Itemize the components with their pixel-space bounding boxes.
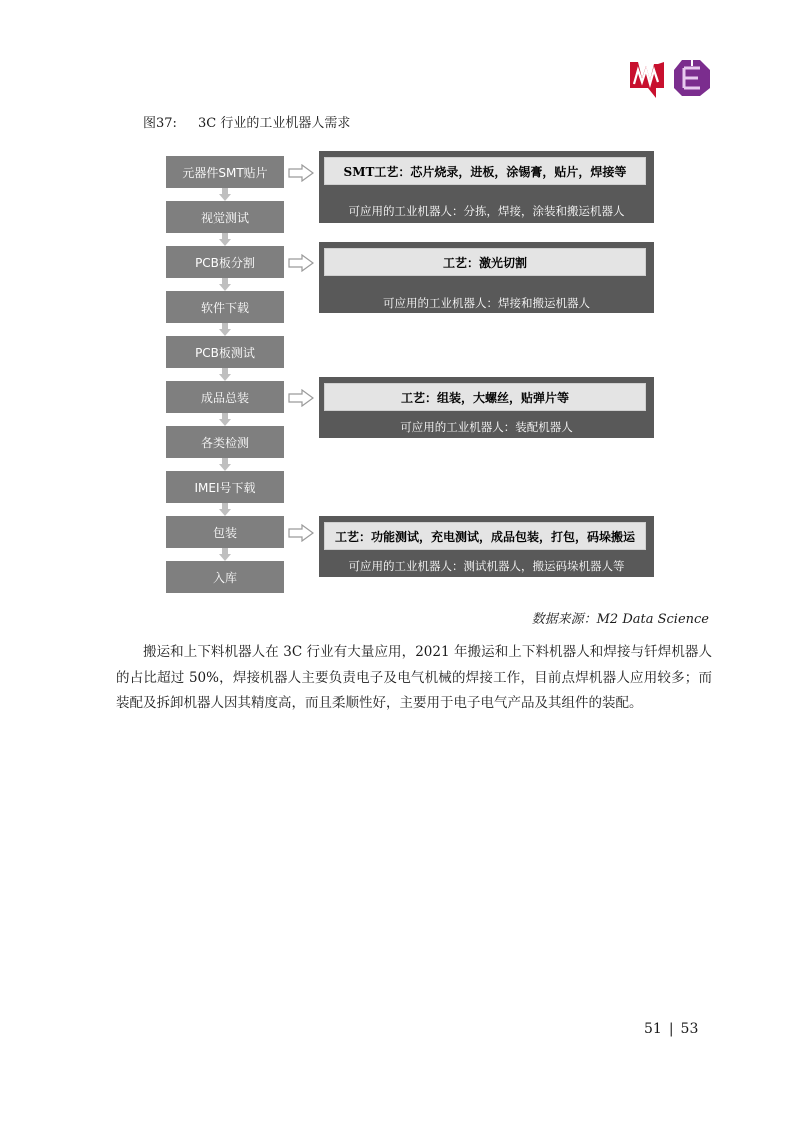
robots-label: 可应用的工业机器人：分拣，焊接，涂装和搬运机器人 [348,204,625,218]
step-pcb-split: PCB板分割 [166,246,284,278]
down-arrow-icon [218,188,232,201]
process-panel-assembly [319,377,654,438]
body-paragraph: 搬运和上下料机器人在 3C 行业有大量应用，2021 年搬运和上下料机器人和焊接与钎焊机器人的占比超过 50%，焊接机器人主要负责电子及电气机械的焊接工作，目前点焊机器人应用较多；而装配及拆卸机器人因其精度高，而且柔顺性好，主要用于电子电气产品及其组件的装配。 [116,644,712,711]
page-number: 51 | 53 [644,1021,699,1037]
step-pcb-test: PCB板测试 [166,336,284,368]
right-arrow-icon [288,254,314,272]
process-panel-packaging [319,516,654,577]
process-panel-smt [319,151,654,223]
craft-label: 工艺：功能测试，充电测试，成品包装，打包，码垛搬运 [324,522,646,550]
step-packaging: 包装 [166,516,284,548]
down-arrow-icon [218,323,232,336]
down-arrow-icon [218,413,232,426]
step-software-download: 软件下载 [166,291,284,323]
robots-label: 可应用的工业机器人：装配机器人 [400,420,573,434]
craft-label: 工艺：组装，大螺丝，贴弹片等 [324,383,646,411]
down-arrow-icon [218,503,232,516]
down-arrow-icon [218,368,232,381]
right-arrow-icon [288,524,314,542]
step-visual-test: 视觉测试 [166,201,284,233]
down-arrow-icon [218,458,232,471]
page-current: 51 [644,1021,662,1037]
step-smt: 元器件SMT贴片 [166,156,284,188]
figure-number: 图37: [143,116,177,131]
step-inspections: 各类检测 [166,426,284,458]
page-total: 53 [680,1021,699,1037]
down-arrow-icon [218,548,232,561]
right-arrow-icon [288,389,314,407]
figure-title: 3C 行业的工业机器人需求 [198,116,351,131]
down-arrow-icon [218,278,232,291]
down-arrow-icon [218,233,232,246]
craft-label: SMT工艺：芯片烧录，进板，涂锡膏，贴片，焊接等 [324,157,646,185]
craft-label: 工艺：激光切割 [324,248,646,276]
step-final-assembly: 成品总装 [166,381,284,413]
robots-label: 可应用的工业机器人：测试机器人，搬运码垛机器人等 [348,559,625,573]
step-warehousing: 入库 [166,561,284,593]
data-source: 数据来源：M2 Data Science [531,612,709,627]
robots-label: 可应用的工业机器人：焊接和搬运机器人 [383,296,590,310]
step-imei-download: IMEI号下载 [166,471,284,503]
process-panel-pcb [319,242,654,313]
right-arrow-icon [288,164,314,182]
